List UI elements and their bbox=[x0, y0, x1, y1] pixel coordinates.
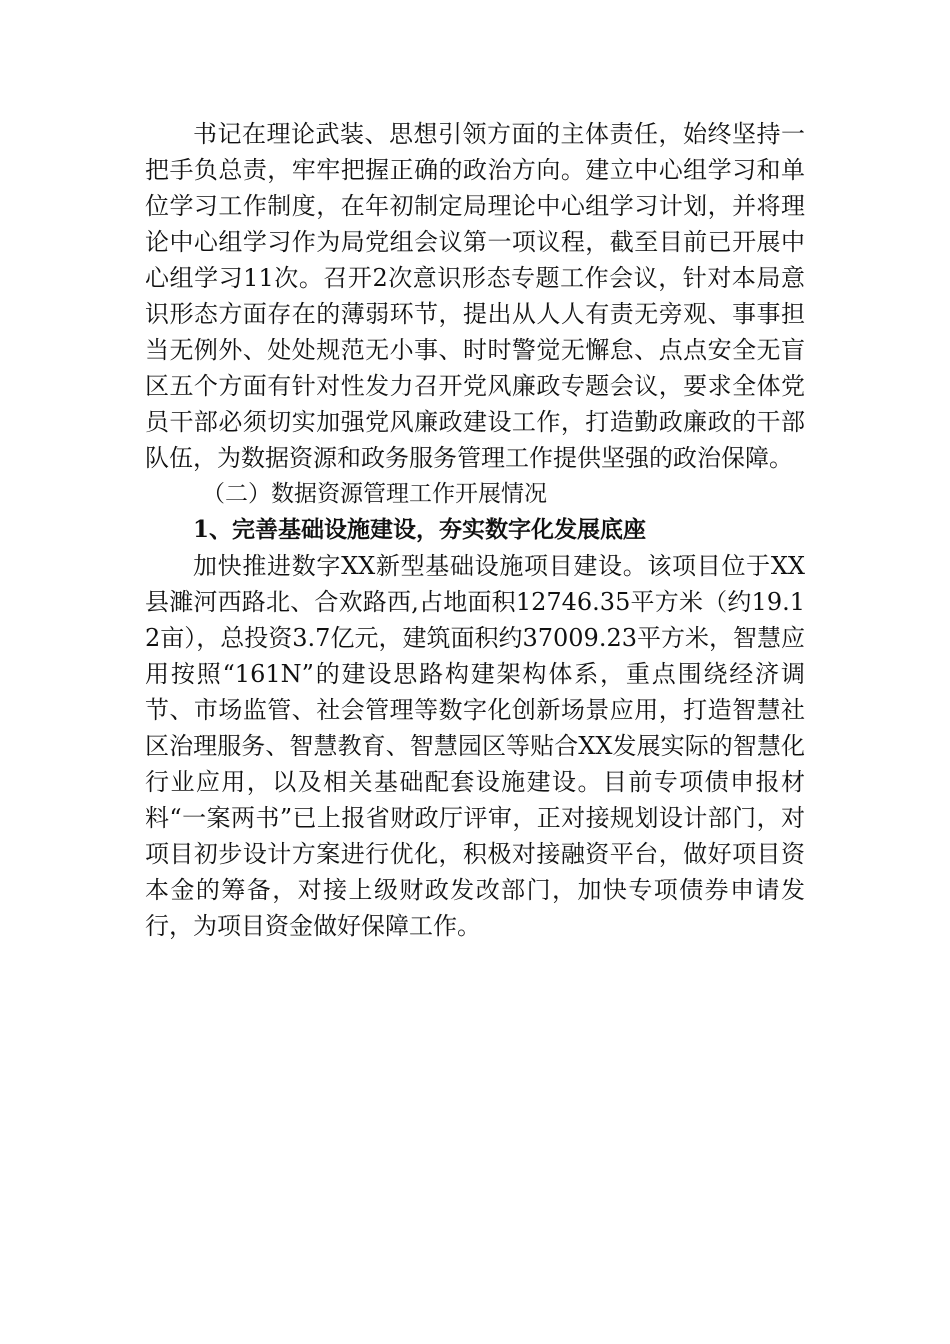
section-heading: （二）数据资源管理工作开展情况 bbox=[202, 481, 547, 507]
body-paragraph-2: 加快推进数字XX新型基础设施项目建设。该项目位于XX县濉河西路北、合欢路西,占地面积12746.35平方米（约19.12亩），总投资3.7亿元，建筑面积约37009.23平方米，智慧应用按照“161N”的建设思路构建架构体系，重点围绕经济调节、市场监管、社会管理等数字化创新场景应用，打造智慧社区治理服务、智慧教育、智慧园区等贴合XX发展实际的智慧化行业应用，以及相关基础配套设施建设。目前专项债申报材料“一案两书”已上报省财政厅评审，正对接规划设计部门，对项目初步设计方案进行优化，积极对接融资平台，做好项目资本金的筹备，对接上级财政发改部门，加快专项债券申请发行，为项目资金做好保障工作。 bbox=[145, 552, 805, 940]
subsection-heading: 1、完善基础设施建设，夯实数字化发展底座 bbox=[193, 516, 647, 543]
body-paragraph-1: 书记在理论武装、思想引领方面的主体责任，始终坚持一把手负总责，牢牢把握正确的政治方向。建立中心组学习和单位学习工作制度，在年初制定局理论中心组学习计划，并将理论中心组学习作为局党组会议第一项议程，截至目前已开展中心组学习11次。召开2次意识形态专题工作会议，针对本局意识形态方面存在的薄弱环节，提出从人人有责无旁观、事事担当无例外、处处规范无小事、时时警觉无懈怠、点点安全无盲区五个方面有针对性发力召开党风廉政专题会议，要求全体党员干部必须切实加强党风廉政建设工作，打造勤政廉政的干部队伍，为数据资源和政务服务管理工作提供坚强的政治保障。 bbox=[145, 120, 805, 472]
document-body bbox=[145, 116, 805, 944]
